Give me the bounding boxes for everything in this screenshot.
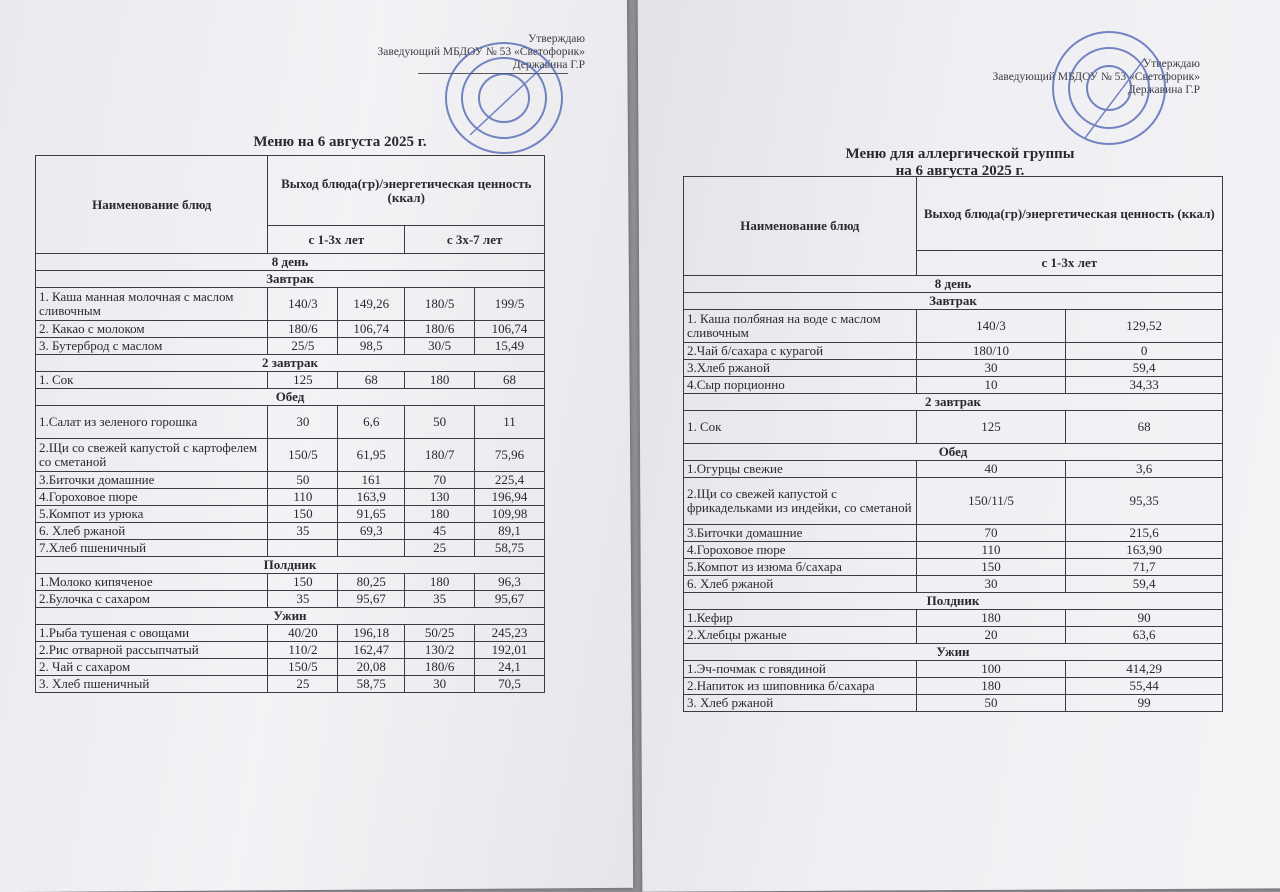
column-header-output: Выход блюда(гр)/энергетическая ценность (ккал) bbox=[916, 177, 1222, 251]
energy-value: 3,6 bbox=[1066, 461, 1223, 478]
portion-weight: 70 bbox=[405, 472, 475, 489]
portion-weight: 150 bbox=[268, 506, 338, 523]
portion-weight: 30 bbox=[916, 576, 1066, 593]
dish-name: 1. Сок bbox=[684, 411, 917, 444]
portion-weight: 35 bbox=[268, 591, 338, 608]
column-header-dish-name: Наименование блюд bbox=[36, 156, 268, 254]
dish-row bbox=[684, 310, 1223, 343]
dish-row bbox=[684, 411, 1223, 444]
dish-name: 2.Щи со свежей капустой с картофелем со сметаной bbox=[36, 439, 268, 472]
menu-title-line2: на 6 августа 2025 г. bbox=[895, 163, 1025, 179]
energy-value: 68 bbox=[338, 372, 405, 389]
energy-value: 69,3 bbox=[338, 523, 405, 540]
dish-row bbox=[36, 338, 545, 355]
portion-weight: 150/11/5 bbox=[916, 478, 1066, 525]
meal-section-row bbox=[684, 593, 1223, 610]
dish-row bbox=[684, 525, 1223, 542]
meal-section-title: Полдник bbox=[36, 557, 545, 574]
column-header-dish-name: Наименование блюд bbox=[684, 177, 917, 276]
approval-signer: Державина Г.Р bbox=[512, 59, 585, 71]
portion-weight: 30 bbox=[405, 676, 475, 693]
dish-row bbox=[684, 576, 1223, 593]
energy-value: 163,9 bbox=[338, 489, 405, 506]
portion-weight: 25 bbox=[268, 676, 338, 693]
dish-row bbox=[36, 406, 545, 439]
portion-weight: 50/25 bbox=[405, 625, 475, 642]
menu-title-left: Меню на 6 августа 2025 г. bbox=[253, 134, 427, 150]
dish-row bbox=[36, 642, 545, 659]
dish-name: 6. Хлеб ржаной bbox=[684, 576, 917, 593]
column-header-output: Выход блюда(гр)/энергетическая ценность (ккал) bbox=[268, 156, 545, 226]
dish-row bbox=[684, 542, 1223, 559]
dish-row bbox=[36, 591, 545, 608]
column-header-age-3-7: с 3х-7 лет bbox=[405, 226, 545, 254]
menu-body-allergy bbox=[684, 276, 1223, 712]
dish-name: 2.Щи со свежей капустой с фрикадельками из индейки, со сметаной bbox=[684, 478, 917, 525]
energy-value: 71,7 bbox=[1066, 559, 1223, 576]
energy-value: 225,4 bbox=[475, 472, 545, 489]
column-header-age-1-3: с 1-3х лет bbox=[268, 226, 405, 254]
portion-weight: 125 bbox=[916, 411, 1066, 444]
energy-value: 68 bbox=[1066, 411, 1223, 444]
dish-row bbox=[36, 540, 545, 557]
dish-name: 3.Биточки домашние bbox=[684, 525, 917, 542]
portion-weight bbox=[268, 540, 338, 557]
meal-section-title: Обед bbox=[36, 389, 545, 406]
portion-weight: 180/6 bbox=[268, 321, 338, 338]
dish-row bbox=[684, 478, 1223, 525]
meal-section-title: Завтрак bbox=[684, 293, 1223, 310]
dish-name: 2.Чай б/сахара с курагой bbox=[684, 343, 917, 360]
dish-row bbox=[684, 461, 1223, 478]
energy-value: 80,25 bbox=[338, 574, 405, 591]
dish-name: 3.Биточки домашние bbox=[36, 472, 268, 489]
energy-value: 59,4 bbox=[1066, 360, 1223, 377]
portion-weight: 40 bbox=[916, 461, 1066, 478]
meal-section-row bbox=[36, 557, 545, 574]
dish-name: 1.Кефир bbox=[684, 610, 917, 627]
dish-name: 1. Каша манная молочная с маслом сливочным bbox=[36, 288, 268, 321]
dish-row bbox=[684, 695, 1223, 712]
energy-value: 59,4 bbox=[1066, 576, 1223, 593]
dish-row bbox=[36, 506, 545, 523]
portion-weight: 180/5 bbox=[405, 288, 475, 321]
portion-weight: 20 bbox=[916, 627, 1066, 644]
meal-section-title: Ужин bbox=[684, 644, 1223, 661]
energy-value: 162,47 bbox=[338, 642, 405, 659]
dish-row bbox=[36, 439, 545, 472]
energy-value: 6,6 bbox=[338, 406, 405, 439]
energy-value: 149,26 bbox=[338, 288, 405, 321]
portion-weight: 110 bbox=[268, 489, 338, 506]
energy-value: 106,74 bbox=[475, 321, 545, 338]
approval-signer: Державина Г.Р bbox=[1127, 84, 1200, 96]
meal-section-title: Завтрак bbox=[36, 271, 545, 288]
dish-name: 1. Каша полбяная на воде с маслом сливочным bbox=[684, 310, 917, 343]
portion-weight: 180 bbox=[916, 610, 1066, 627]
approval-label: Утверждаю bbox=[1143, 58, 1200, 70]
dish-name: 6. Хлеб ржаной bbox=[36, 523, 268, 540]
portion-weight: 150 bbox=[916, 559, 1066, 576]
energy-value: 55,44 bbox=[1066, 678, 1223, 695]
portion-weight: 125 bbox=[268, 372, 338, 389]
energy-value: 192,01 bbox=[475, 642, 545, 659]
dish-name: 2. Какао с молоком bbox=[36, 321, 268, 338]
portion-weight: 50 bbox=[405, 406, 475, 439]
meal-section-row bbox=[684, 644, 1223, 661]
dish-row bbox=[684, 661, 1223, 678]
energy-value: 68 bbox=[475, 372, 545, 389]
dish-name: 2.Хлебцы ржаные bbox=[684, 627, 917, 644]
energy-value: 34,33 bbox=[1066, 377, 1223, 394]
menu-body-general bbox=[36, 254, 545, 693]
portion-weight: 30 bbox=[268, 406, 338, 439]
menu-table-allergy bbox=[683, 176, 1223, 712]
portion-weight: 100 bbox=[916, 661, 1066, 678]
meal-section-row bbox=[36, 389, 545, 406]
dish-row bbox=[684, 627, 1223, 644]
dish-row bbox=[684, 678, 1223, 695]
dish-name: 2.Булочка с сахаром bbox=[36, 591, 268, 608]
dish-name: 7.Хлеб пшеничный bbox=[36, 540, 268, 557]
meal-section-title: 2 завтрак bbox=[36, 355, 545, 372]
day-label: 8 день bbox=[684, 276, 1223, 293]
dish-row bbox=[36, 321, 545, 338]
dish-name: 4.Гороховое пюре bbox=[684, 542, 917, 559]
meal-section-row bbox=[684, 444, 1223, 461]
meal-section-row bbox=[36, 608, 545, 625]
energy-value: 163,90 bbox=[1066, 542, 1223, 559]
dish-row bbox=[36, 659, 545, 676]
energy-value: 20,08 bbox=[338, 659, 405, 676]
dish-name: 1. Сок bbox=[36, 372, 268, 389]
portion-weight: 50 bbox=[268, 472, 338, 489]
portion-weight: 150/5 bbox=[268, 439, 338, 472]
portion-weight: 45 bbox=[405, 523, 475, 540]
approval-position: Заведующий МБДОУ № 53 «Светофорик» bbox=[992, 71, 1200, 83]
meal-section-title: Ужин bbox=[36, 608, 545, 625]
energy-value: 98,5 bbox=[338, 338, 405, 355]
portion-weight: 50 bbox=[916, 695, 1066, 712]
portion-weight: 130 bbox=[405, 489, 475, 506]
dish-row bbox=[684, 610, 1223, 627]
energy-value: 90 bbox=[1066, 610, 1223, 627]
portion-weight: 180/6 bbox=[405, 321, 475, 338]
dish-row bbox=[36, 574, 545, 591]
portion-weight: 180 bbox=[405, 372, 475, 389]
meal-section-row bbox=[684, 293, 1223, 310]
energy-value: 215,6 bbox=[1066, 525, 1223, 542]
approval-position: Заведующий МБДОУ № 53 «Светофорик» bbox=[377, 46, 585, 58]
dish-row bbox=[36, 372, 545, 389]
portion-weight: 110 bbox=[916, 542, 1066, 559]
dish-name: 5.Компот из урюка bbox=[36, 506, 268, 523]
dish-name: 3.Хлеб ржаной bbox=[684, 360, 917, 377]
menu-title-line1: Меню для аллергической группы bbox=[845, 146, 1075, 162]
energy-value: 96,3 bbox=[475, 574, 545, 591]
dish-name: 3. Хлеб пшеничный bbox=[36, 676, 268, 693]
energy-value: 95,67 bbox=[338, 591, 405, 608]
energy-value: 89,1 bbox=[475, 523, 545, 540]
dish-row bbox=[684, 377, 1223, 394]
meal-section-title: 2 завтрак bbox=[684, 394, 1223, 411]
portion-weight: 25 bbox=[405, 540, 475, 557]
portion-weight: 35 bbox=[268, 523, 338, 540]
energy-value: 63,6 bbox=[1066, 627, 1223, 644]
dish-name: 3. Хлеб ржаной bbox=[684, 695, 917, 712]
dish-name: 1.Рыба тушеная с овощами bbox=[36, 625, 268, 642]
portion-weight: 130/2 bbox=[405, 642, 475, 659]
dish-name: 3. Бутерброд с маслом bbox=[36, 338, 268, 355]
energy-value: 245,23 bbox=[475, 625, 545, 642]
meal-section-row bbox=[36, 355, 545, 372]
column-header-age-1-3: с 1-3х лет bbox=[916, 251, 1222, 276]
dish-name: 5.Компот из изюма б/сахара bbox=[684, 559, 917, 576]
portion-weight: 140/3 bbox=[268, 288, 338, 321]
dish-name: 4.Сыр порционно bbox=[684, 377, 917, 394]
energy-value: 70,5 bbox=[475, 676, 545, 693]
portion-weight: 70 bbox=[916, 525, 1066, 542]
energy-value bbox=[338, 540, 405, 557]
dish-name: 1.Молоко кипяченое bbox=[36, 574, 268, 591]
dish-row bbox=[36, 472, 545, 489]
dish-row bbox=[36, 288, 545, 321]
energy-value: 24,1 bbox=[475, 659, 545, 676]
energy-value: 95,67 bbox=[475, 591, 545, 608]
energy-value: 0 bbox=[1066, 343, 1223, 360]
energy-value: 129,52 bbox=[1066, 310, 1223, 343]
portion-weight: 35 bbox=[405, 591, 475, 608]
meal-section-title: Обед bbox=[684, 444, 1223, 461]
energy-value: 75,96 bbox=[475, 439, 545, 472]
menu-table-general bbox=[35, 155, 545, 693]
energy-value: 161 bbox=[338, 472, 405, 489]
dish-name: 2. Чай с сахаром bbox=[36, 659, 268, 676]
portion-weight: 140/3 bbox=[916, 310, 1066, 343]
dish-name: 2.Напиток из шиповника б/сахара bbox=[684, 678, 917, 695]
energy-value: 15,49 bbox=[475, 338, 545, 355]
energy-value: 414,29 bbox=[1066, 661, 1223, 678]
dish-name: 1.Салат из зеленого горошка bbox=[36, 406, 268, 439]
dish-name: 1.Эч-почмак с говядиной bbox=[684, 661, 917, 678]
portion-weight: 150/5 bbox=[268, 659, 338, 676]
dish-row bbox=[36, 676, 545, 693]
menu-title-right bbox=[780, 146, 1140, 180]
portion-weight: 180/6 bbox=[405, 659, 475, 676]
dish-name: 1.Огурцы свежие bbox=[684, 461, 917, 478]
meal-section-row bbox=[36, 271, 545, 288]
dish-name: 2.Рис отварной рассыпчатый bbox=[36, 642, 268, 659]
energy-value: 199/5 bbox=[475, 288, 545, 321]
portion-weight: 180 bbox=[405, 506, 475, 523]
portion-weight: 180 bbox=[916, 678, 1066, 695]
dish-row bbox=[36, 489, 545, 506]
day-label: 8 день bbox=[36, 254, 545, 271]
portion-weight: 180/7 bbox=[405, 439, 475, 472]
energy-value: 61,95 bbox=[338, 439, 405, 472]
portion-weight: 25/5 bbox=[268, 338, 338, 355]
dish-row bbox=[684, 360, 1223, 377]
portion-weight: 150 bbox=[268, 574, 338, 591]
portion-weight: 40/20 bbox=[268, 625, 338, 642]
energy-value: 95,35 bbox=[1066, 478, 1223, 525]
energy-value: 58,75 bbox=[338, 676, 405, 693]
energy-value: 196,94 bbox=[475, 489, 545, 506]
portion-weight: 180 bbox=[405, 574, 475, 591]
official-stamp-right bbox=[1045, 28, 1175, 153]
dish-row bbox=[684, 343, 1223, 360]
meal-section-title: Полдник bbox=[684, 593, 1223, 610]
dish-row bbox=[36, 625, 545, 642]
dish-row bbox=[684, 559, 1223, 576]
energy-value: 106,74 bbox=[338, 321, 405, 338]
dish-name: 4.Гороховое пюре bbox=[36, 489, 268, 506]
energy-value: 109,98 bbox=[475, 506, 545, 523]
energy-value: 196,18 bbox=[338, 625, 405, 642]
portion-weight: 180/10 bbox=[916, 343, 1066, 360]
meal-section-row bbox=[684, 394, 1223, 411]
portion-weight: 30 bbox=[916, 360, 1066, 377]
energy-value: 99 bbox=[1066, 695, 1223, 712]
portion-weight: 110/2 bbox=[268, 642, 338, 659]
approval-label: Утверждаю bbox=[528, 33, 585, 45]
dish-row bbox=[36, 523, 545, 540]
portion-weight: 10 bbox=[916, 377, 1066, 394]
energy-value: 91,65 bbox=[338, 506, 405, 523]
energy-value: 58,75 bbox=[475, 540, 545, 557]
energy-value: 11 bbox=[475, 406, 545, 439]
portion-weight: 30/5 bbox=[405, 338, 475, 355]
